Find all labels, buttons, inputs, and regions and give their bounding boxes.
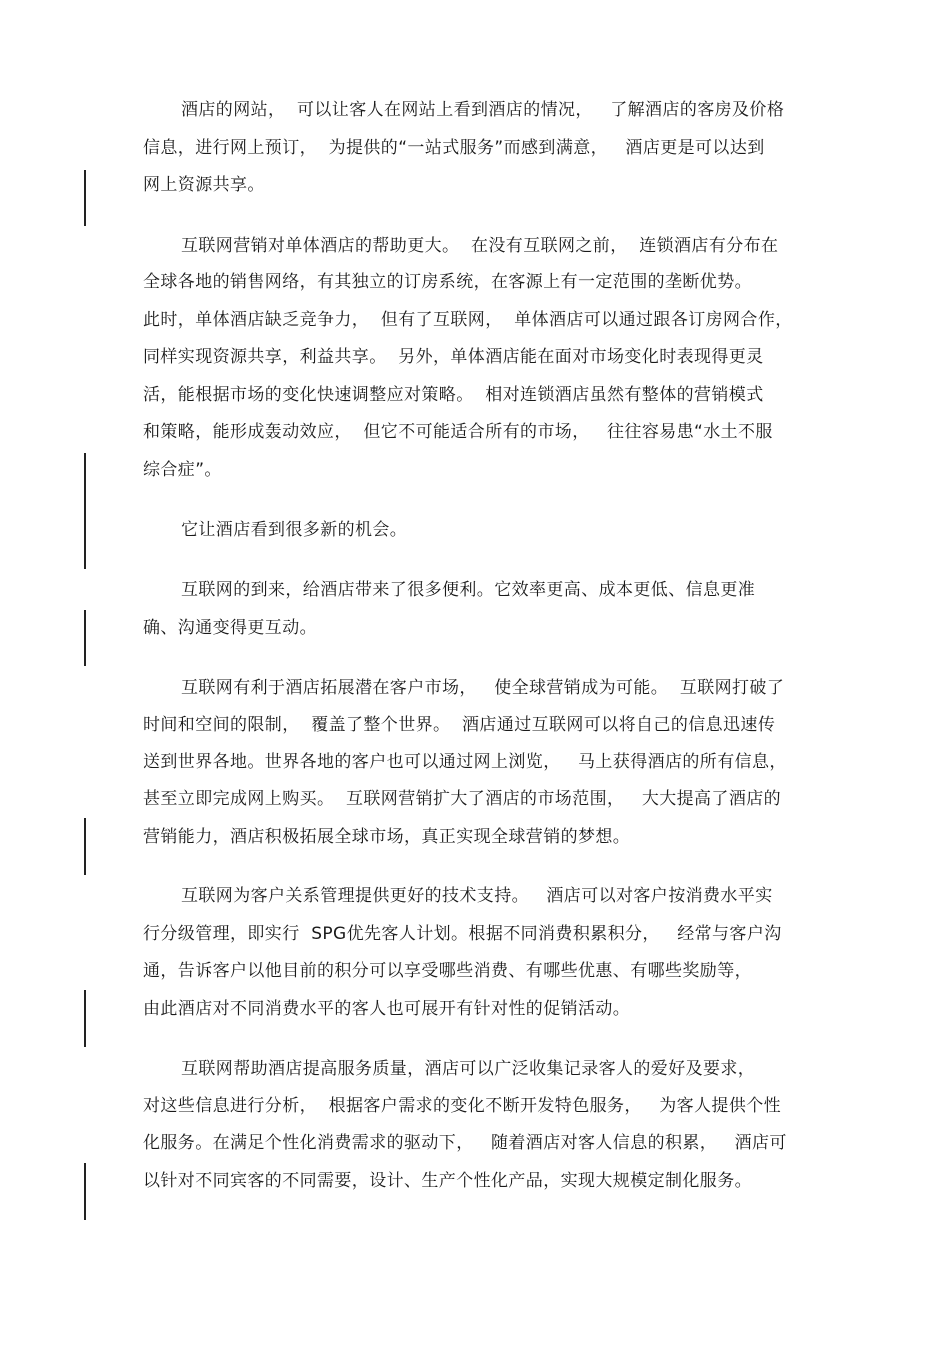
- paragraph-6-line-3: 通，告诉客户以他目前的积分可以享受哪些消费、有哪些优惠、有哪些奖励等，: [143, 961, 752, 981]
- margin-rule: [84, 170, 86, 226]
- paragraph-5-line-1: 互联网有利于酒店拓展潜在客户市场， 使全球营销成为可能。 互联网打破了: [181, 678, 785, 698]
- paragraph-4-line-1: 互联网的到来，给酒店带来了很多便利。它效率更高、成本更低、信息更准: [181, 580, 756, 600]
- margin-rule: [84, 1163, 86, 1220]
- paragraph-2-line-3: 此时，单体酒店缺乏竞争力， 但有了互联网， 单体酒店可以通过跟各订房网合作，: [143, 310, 793, 330]
- paragraph-5-line-4: 甚至立即完成网上购买。 互联网营销扩大了酒店的市场范围， 大大提高了酒店的: [143, 789, 782, 809]
- paragraph-2-line-5: 活，能根据市场的变化快速调整应对策略。 相对连锁酒店虽然有整体的营销模式: [143, 385, 764, 405]
- paragraph-1-line-2: 信息，进行网上预订， 为提供的“一站式服务”而感到满意， 酒店更是可以达到: [143, 138, 765, 158]
- paragraph-7-line-2: 对这些信息进行分析， 根据客户需求的变化不断开发特色服务， 为客人提供个性: [143, 1096, 782, 1116]
- paragraph-2-line-2: 全球各地的销售网络，有其独立的订房系统，在客源上有一定范围的垄断优势。: [143, 272, 752, 292]
- paragraph-5-line-3: 送到世界各地。世界各地的客户也可以通过网上浏览， 马上获得酒店的所有信息，: [143, 752, 787, 772]
- paragraph-5-line-2: 时间和空间的限制， 覆盖了整个世界。 酒店通过互联网可以将自己的信息迅速传: [143, 715, 776, 735]
- paragraph-7-line-1: 互联网帮助酒店提高服务质量，酒店可以广泛收集记录客人的爱好及要求，: [181, 1059, 756, 1079]
- paragraph-7-line-4: 以针对不同宾客的不同需要，设计、生产个性化产品，实现大规模定制化服务。: [143, 1171, 752, 1191]
- paragraph-6-line-1: 互联网为客户关系管理提供更好的技术支持。 酒店可以对客户按消费水平实: [181, 886, 773, 906]
- paragraph-5-line-5: 营销能力，酒店积极拓展全球市场，真正实现全球营销的梦想。: [143, 827, 631, 847]
- paragraph-6-line-2: 行分级管理，即实行 SPG优先客人计划。根据不同消费积累积分， 经常与客户沟: [143, 924, 782, 944]
- paragraph-1-line-1: 酒店的网站， 可以让客人在网站上看到酒店的情况， 了解酒店的客房及价格: [181, 100, 785, 120]
- paragraph-2-line-6: 和策略，能形成轰动效应， 但它不可能适合所有的市场， 往往容易患“水土不服: [143, 422, 773, 442]
- paragraph-6-line-4: 由此酒店对不同消费水平的客人也可展开有针对性的促销活动。: [143, 999, 631, 1019]
- margin-rule: [84, 610, 86, 666]
- paragraph-1-line-3: 网上资源共享。: [143, 175, 265, 195]
- paragraph-2-line-7: 综合症”。: [143, 460, 222, 480]
- margin-rule: [84, 990, 86, 1047]
- margin-rule: [84, 818, 86, 875]
- paragraph-2-line-4: 同样实现资源共享，利益共享。 另外，单体酒店能在面对市场变化时表现得更灵: [143, 347, 764, 367]
- paragraph-7-line-3: 化服务。在满足个性化消费需求的驱动下， 随着酒店对客人信息的积累， 酒店可: [143, 1133, 787, 1153]
- paragraph-2-line-1: 互联网营销对单体酒店的帮助更大。 在没有互联网之前， 连锁酒店有分布在: [181, 236, 779, 256]
- margin-rule: [84, 453, 86, 569]
- paragraph-4-line-2: 确、沟通变得更互动。: [143, 618, 317, 638]
- paragraph-3-line-1: 它让酒店看到很多新的机会。: [181, 520, 408, 540]
